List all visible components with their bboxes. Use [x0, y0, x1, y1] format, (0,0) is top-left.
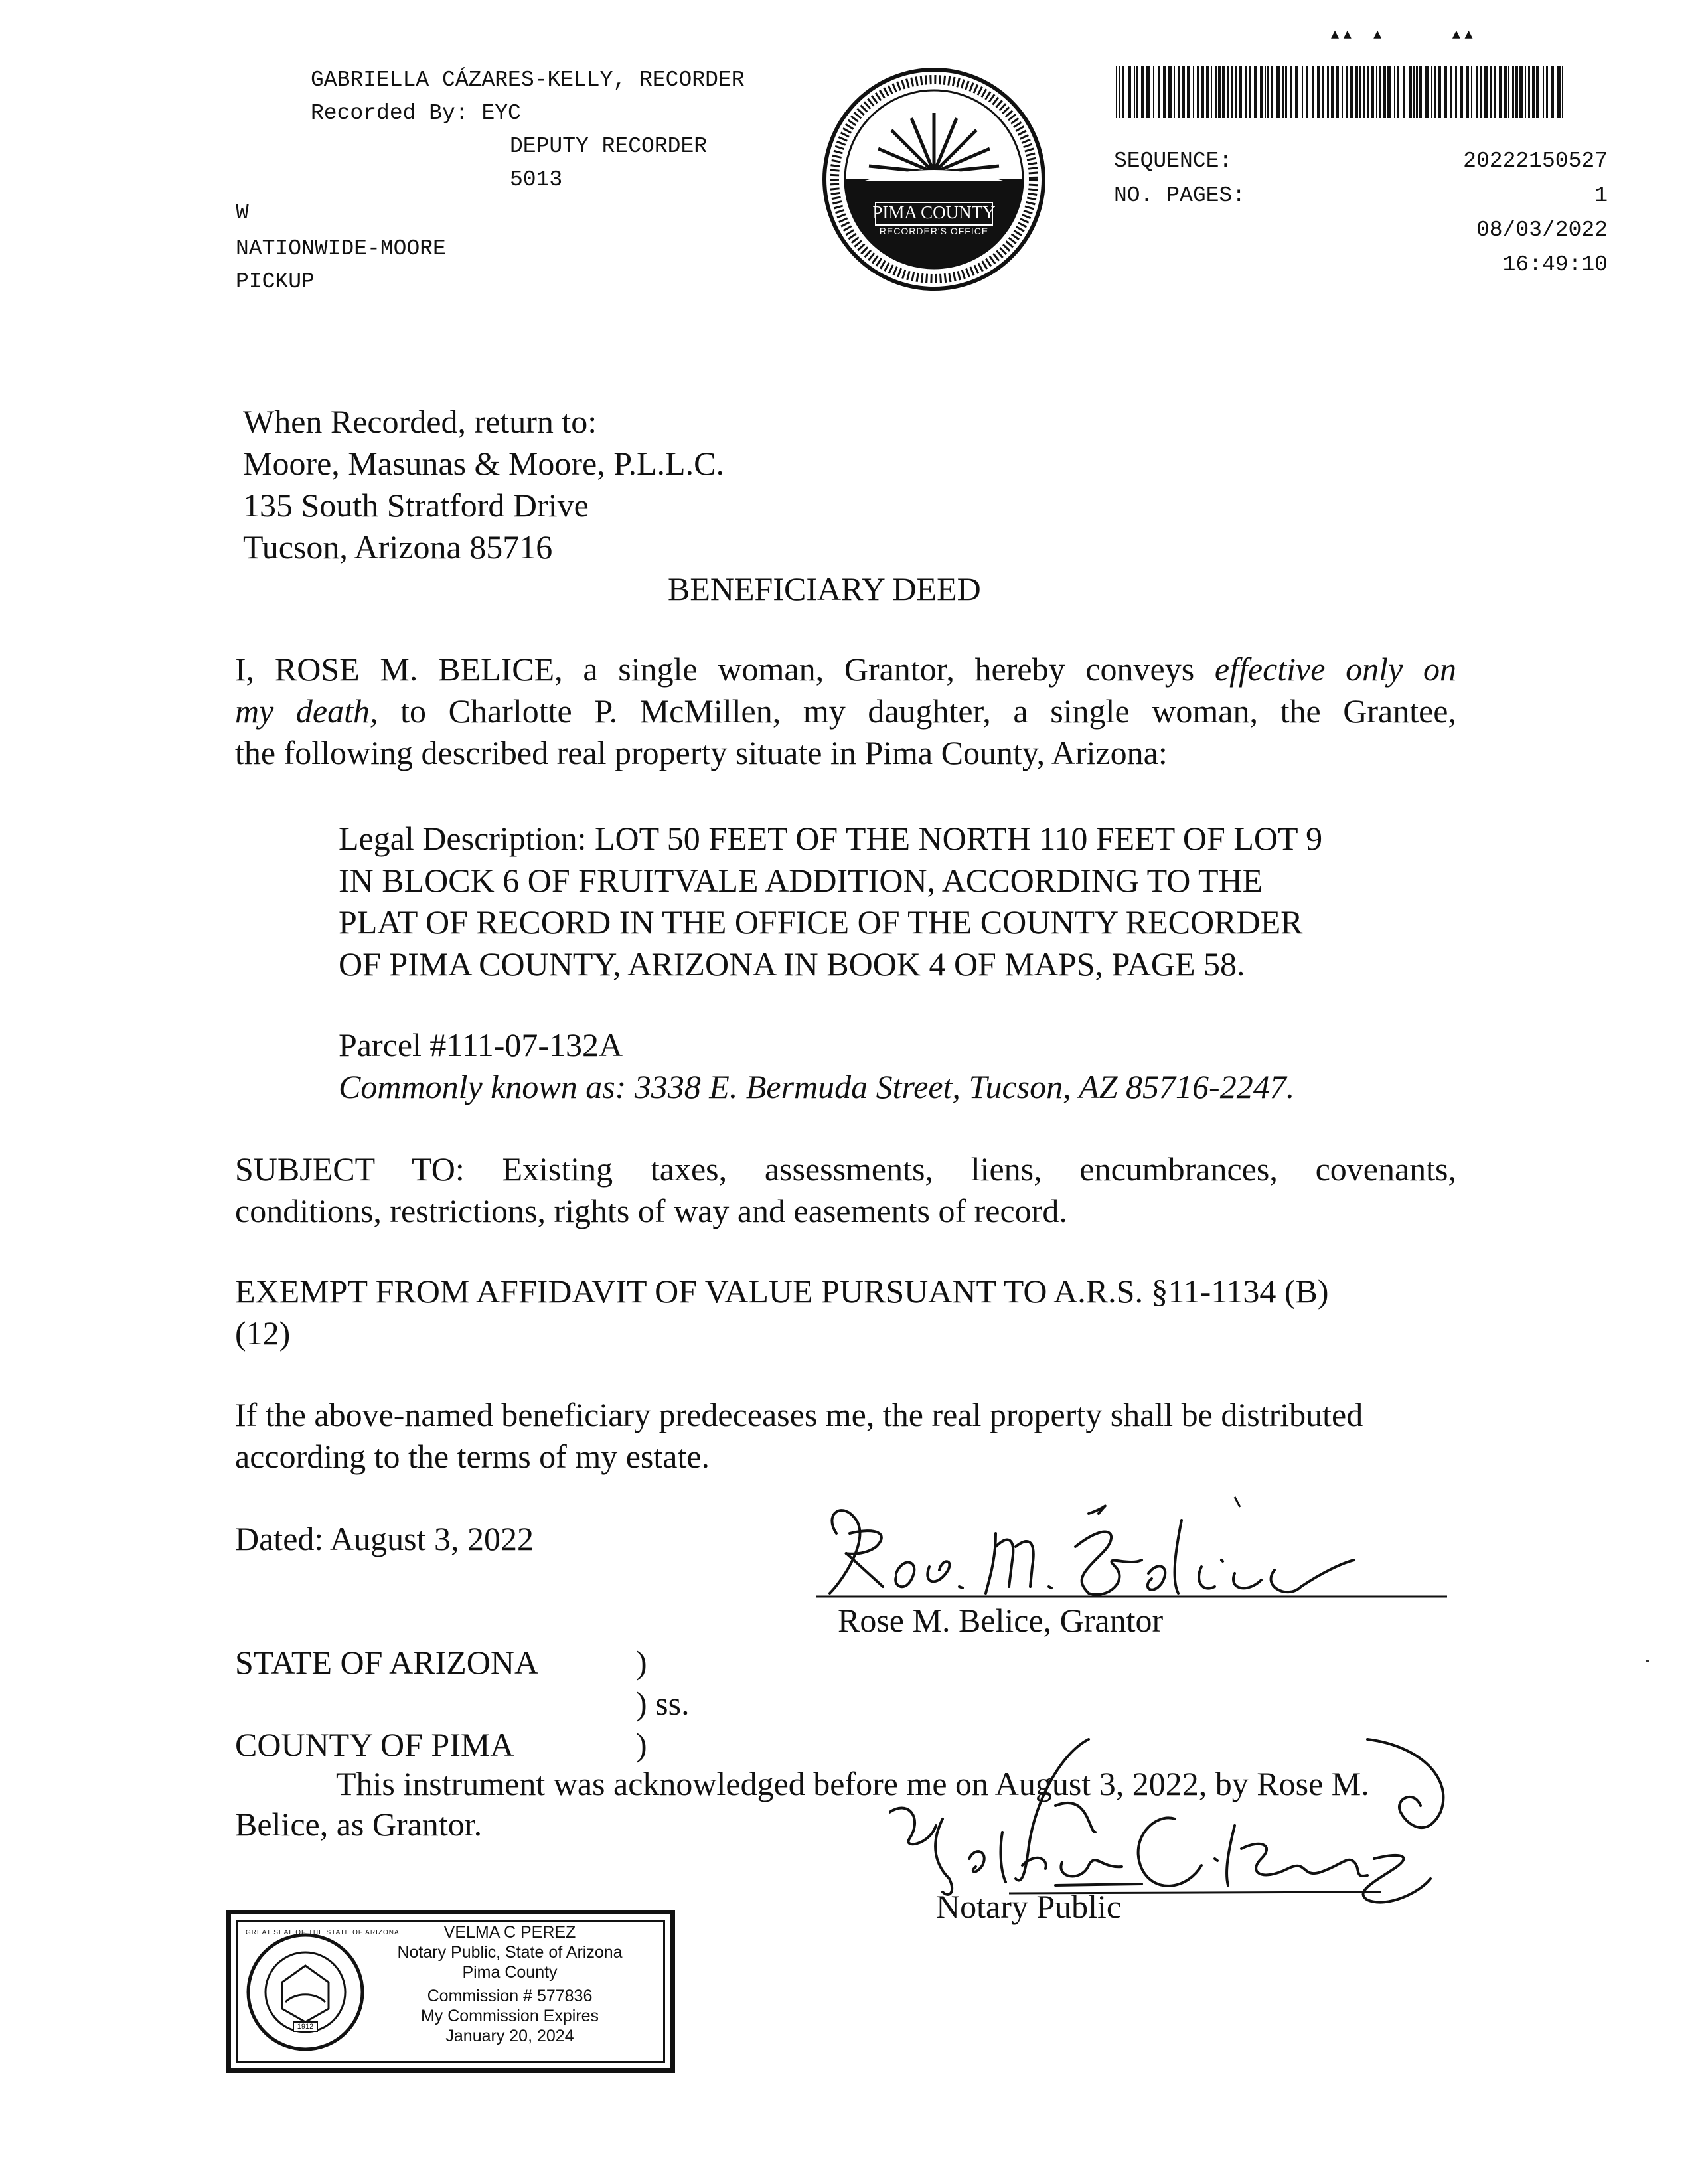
barcode-bar: [1153, 66, 1154, 118]
seal-subtext: RECORDER'S OFFICE: [879, 226, 989, 236]
barcode-bar: [1444, 66, 1447, 118]
subject-to-line-2: conditions, restrictions, rights of way and easements of record.: [235, 1192, 1067, 1229]
barcode-bar: [1245, 66, 1247, 118]
return-to-firm: Moore, Masunas & Moore, P.L.L.C.: [243, 445, 724, 482]
barcode-bar: [1235, 66, 1237, 118]
state-paren: ): [636, 1644, 647, 1681]
legal-line-1: Legal Description: LOT 50 FEET OF THE NORTH 110 FEET OF LOT 9: [339, 820, 1323, 857]
barcode-bar: [1211, 66, 1212, 118]
barcode-bar: [1455, 66, 1457, 118]
subject-to-paragraph: [235, 1148, 1456, 1232]
stamp-commission-expires: My Commission Expires: [420, 2007, 599, 2025]
legal-line-3: PLAT OF RECORD IN THE OFFICE OF THE COUNTY RECORDER: [339, 903, 1303, 941]
barcode: [1116, 66, 1567, 118]
barcode-bar: [1193, 66, 1194, 118]
barcode-bar: [1136, 66, 1138, 118]
barcode-bar: [1431, 66, 1432, 118]
deputy-code: 5013: [510, 167, 563, 192]
county-paren: ): [636, 1726, 647, 1763]
barcode-bar: [1302, 66, 1303, 118]
barcode-bar: [1383, 66, 1386, 118]
barcode-bar: [1182, 66, 1185, 118]
barcode-bar: [1116, 66, 1117, 118]
barcode-bar: [1119, 66, 1120, 118]
barcode-bar: [1504, 66, 1507, 118]
predecease-line-2: according to the terms of my estate.: [235, 1438, 710, 1475]
barcode-bar: [1227, 66, 1229, 118]
return-to-heading: When Recorded, return to:: [243, 403, 597, 440]
barcode-bar: [1413, 66, 1415, 118]
conveyance-paragraph: [235, 649, 1456, 774]
barcode-bar: [1416, 66, 1418, 118]
conveyance-death: my death,: [235, 692, 378, 730]
sequence-label: SEQUENCE:: [1114, 149, 1233, 173]
stamp-expiration-date: January 20, 2024: [445, 2027, 574, 2045]
barcode-bar: [1425, 66, 1429, 118]
barcode-bar: [1306, 66, 1308, 118]
notary-stamp: [226, 1910, 675, 2073]
barcode-bar: [1249, 66, 1251, 118]
barcode-bar: [1515, 66, 1518, 118]
recorded-by: Recorded By: EYC: [311, 101, 521, 125]
barcode-bar: [1215, 66, 1217, 118]
pages-label: NO. PAGES:: [1114, 183, 1246, 208]
barcode-bar: [1371, 66, 1374, 118]
barcode-bar: [1460, 66, 1463, 118]
barcode-bar: [1532, 66, 1535, 118]
barcode-bar: [1290, 66, 1292, 118]
conveyance-grantee: to Charlotte P. McMillen, my daughter, a single woman, the Grantee,: [400, 692, 1457, 730]
conveyance-effective: effective only on: [1214, 651, 1456, 688]
barcode-bar: [1239, 66, 1242, 118]
exempt-line-2: (12): [235, 1314, 291, 1352]
barcode-bar: [1394, 66, 1395, 118]
barcode-bar: [1222, 66, 1225, 118]
barcode-bar: [1387, 66, 1391, 118]
barcode-bar: [1141, 66, 1144, 118]
barcode-bar: [1512, 66, 1514, 118]
barcode-bar: [1260, 66, 1263, 118]
dated: Dated: August 3, 2022: [235, 1520, 534, 1557]
barcode-bar: [1174, 66, 1175, 118]
scan-marks-decoration: ▴ ▴ ▴ ▴ ▴: [1331, 25, 1473, 42]
barcode-bar: [1163, 66, 1166, 118]
barcode-bar: [1525, 66, 1526, 118]
barcode-bar: [1322, 66, 1324, 118]
barcode-bar: [1403, 66, 1405, 118]
barcode-bar: [1267, 66, 1269, 118]
barcode-bar: [1271, 66, 1273, 118]
notary-caption: Notary Public: [936, 1888, 1122, 1925]
parcel-number: Parcel #111-07-132A: [339, 1026, 623, 1063]
recorder-name: GABRIELLA CÁZARES-KELLY, RECORDER: [311, 68, 745, 92]
barcode-bar: [1494, 66, 1496, 118]
barcode-bar: [1557, 66, 1561, 118]
barcode-bar: [1450, 66, 1452, 118]
subject-to-line-1: SUBJECT TO: Existing taxes, assessments, liens, encumbrances, covenants,: [235, 1150, 1456, 1188]
stamp-notary-title: Notary Public, State of Arizona: [397, 1943, 623, 1962]
barcode-bar: [1276, 66, 1280, 118]
barcode-bar: [1536, 66, 1539, 118]
barcode-bar: [1295, 66, 1298, 118]
barcode-bar: [1409, 66, 1412, 118]
deputy-recorder: DEPUTY RECORDER: [510, 134, 708, 159]
barcode-bar: [1376, 66, 1377, 118]
barcode-bar: [1419, 66, 1422, 118]
barcode-bar: [1146, 66, 1150, 118]
pages-value: 1: [1594, 183, 1608, 208]
barcode-bar: [1285, 66, 1287, 118]
return-to-city: Tucson, Arizona 85716: [243, 528, 553, 566]
scan-speck: [1646, 1660, 1649, 1662]
legal-line-2: IN BLOCK 6 OF FRUITVALE ADDITION, ACCORDING TO THE: [339, 862, 1263, 899]
acknowledgment-line-1: This instrument was acknowledged before me on August 3, 2022, by Rose M.: [336, 1765, 1369, 1802]
grantor-caption: Rose M. Belice, Grantor: [838, 1602, 1164, 1639]
acknowledgment-line-2: Belice, as Grantor.: [235, 1806, 483, 1843]
barcode-bar: [1499, 66, 1502, 118]
barcode-bar: [1317, 66, 1320, 118]
barcode-bar: [1197, 66, 1199, 118]
barcode-bar: [1363, 66, 1365, 118]
stamp-county: Pima County: [462, 1963, 558, 1982]
barcode-bar: [1206, 66, 1209, 118]
barcode-bar: [1546, 66, 1548, 118]
barcode-bar: [1265, 66, 1266, 118]
document-title: BENEFICIARY DEED: [668, 570, 981, 607]
barcode-bar: [1562, 66, 1563, 118]
barcode-bar: [1231, 66, 1233, 118]
barcode-bar: [1134, 66, 1135, 118]
barcode-bar: [1168, 66, 1172, 118]
exempt-line-1: EXEMPT FROM AFFIDAVIT OF VALUE PURSUANT TO A.R.S. §11-1134 (B): [235, 1273, 1329, 1310]
barcode-bar: [1359, 66, 1361, 118]
barcode-bar: [1476, 66, 1478, 118]
grantor-signature: [797, 1494, 1447, 1606]
barcode-bar: [1367, 66, 1369, 118]
barcode-bar: [1551, 66, 1554, 118]
recorded-date: 08/03/2022: [1476, 218, 1608, 242]
county-of-pima: COUNTY OF PIMA: [235, 1726, 514, 1763]
barcode-bar: [1336, 66, 1339, 118]
barcode-bar: [1490, 66, 1492, 118]
barcode-bar: [1350, 66, 1353, 118]
barcode-bar: [1434, 66, 1436, 118]
barcode-bar: [1187, 66, 1190, 118]
ss-marker: ) ss.: [636, 1685, 690, 1722]
barcode-bar: [1466, 66, 1469, 118]
pima-county-seal: [818, 66, 1049, 292]
barcode-bar: [1355, 66, 1358, 118]
delivery-method: PICKUP: [236, 270, 315, 294]
sequence-value: 20222150527: [1463, 149, 1608, 173]
conveyance-grantor: I, ROSE M. BELICE, a single woman, Grantor, hereby conveys: [235, 651, 1195, 688]
barcode-bar: [1282, 66, 1284, 118]
seal-text: PIMA COUNTY: [872, 202, 996, 222]
seal-year: 1912: [297, 2023, 314, 2031]
barcode-bar: [1254, 66, 1257, 118]
barcode-bar: [1158, 66, 1160, 118]
arizona-state-seal: [246, 1929, 400, 2055]
barcode-bar: [1508, 66, 1509, 118]
predecease-line-1: If the above-named beneficiary predeceases me, the real property shall be distributed: [235, 1396, 1363, 1433]
barcode-bar: [1201, 66, 1204, 118]
barcode-bar: [1346, 66, 1348, 118]
barcode-bar: [1543, 66, 1544, 118]
barcode-bar: [1397, 66, 1399, 118]
state-of-arizona: STATE OF ARIZONA: [235, 1644, 539, 1681]
barcode-bar: [1438, 66, 1441, 118]
company-name: NATIONWIDE-MOORE: [236, 236, 446, 261]
barcode-bar: [1312, 66, 1314, 118]
stamp-commission-number: Commission # 577836: [427, 1987, 593, 2005]
barcode-bar: [1484, 66, 1488, 118]
barcode-bar: [1218, 66, 1221, 118]
barcode-bar: [1342, 66, 1343, 118]
barcode-bar: [1528, 66, 1530, 118]
barcode-bar: [1471, 66, 1472, 118]
barcode-bar: [1178, 66, 1180, 118]
barcode-bar: [1327, 66, 1329, 118]
barcode-bar: [1128, 66, 1131, 118]
stamp-notary-name: VELMA C PEREZ: [443, 1923, 576, 1942]
barcode-bar: [1480, 66, 1482, 118]
letter-w: W: [236, 200, 249, 225]
return-to-street: 135 South Stratford Drive: [243, 487, 589, 524]
commonly-known-as: Commonly known as: 3338 E. Bermuda Street, Tucson, AZ 85716-2247.: [339, 1068, 1295, 1105]
barcode-bar: [1379, 66, 1381, 118]
recorded-time: 16:49:10: [1502, 252, 1608, 277]
seal-ring-text: GREAT SEAL OF THE STATE OF ARIZONA: [246, 1929, 400, 1936]
barcode-bar: [1519, 66, 1523, 118]
barcode-bar: [1331, 66, 1334, 118]
barcode-bar: [1122, 66, 1124, 118]
conveyance-property: the following described real property situate in Pima County, Arizona:: [235, 734, 1168, 771]
legal-line-4: OF PIMA COUNTY, ARIZONA IN BOOK 4 OF MAPS, PAGE 58.: [339, 945, 1245, 982]
